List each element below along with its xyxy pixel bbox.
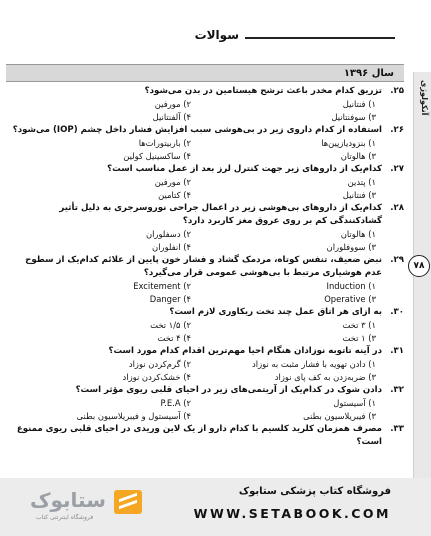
question [6, 85, 404, 98]
answer-option: ۱) هالوتان [340, 229, 376, 239]
answer-option: ۱) بنزودیازپین‌ها [321, 138, 376, 148]
footer [0, 478, 431, 536]
options-grid [6, 228, 404, 254]
answer-option: ۴) کتامین [158, 190, 191, 200]
answer-option: ۱) Induction [326, 281, 376, 291]
question [6, 345, 404, 358]
question [6, 254, 404, 280]
options-grid [6, 358, 404, 384]
store-url: WWW.SETABOOK.COM [193, 506, 391, 521]
answer-option: ۴) Danger [149, 294, 191, 304]
store-name: فروشگاه کتاب پزشکی ستابوک [238, 486, 391, 497]
answer-option: ۲) گرم‌کردن نوزاد [128, 359, 191, 369]
page-title: سوالات [189, 28, 245, 42]
logo-subtitle: فروشگاه اینترنتی کتاب [36, 514, 94, 521]
side-tab [413, 72, 431, 492]
answer-option: ۳) Operative [324, 294, 376, 304]
answer-option: ۲) باربیتورات‌ها [138, 138, 191, 148]
book-icon [114, 490, 142, 514]
question-number: ۳۲. [390, 385, 404, 395]
answer-option: ۲) مورفین [154, 99, 191, 109]
options-grid [6, 137, 404, 163]
answer-option: ۳) ضربه‌زدن به کف پای نوزاد [274, 372, 376, 382]
answer-option: ۲) P.E.A [160, 398, 191, 408]
question [6, 423, 404, 449]
answer-option: ۱) دادن تهویه با فشار مثبت به نوزاد [252, 359, 376, 369]
page-number: ۷۸ [408, 255, 430, 277]
question-text: استفاده از کدام داروی زیر در بی‌هوشی سبب افزایش فشار داخل چشم (IOP) می‌شود؟ [12, 125, 382, 135]
question-number: ۲۸. [390, 203, 404, 213]
question-text: کدام‌یک از داروهای زیر جهت کنترل لرز بعد از عمل مناسب است؟ [107, 164, 382, 174]
year-heading: سال ۱۳۹۶ [6, 64, 404, 82]
answer-option: ۴) ساکسینیل کولین [123, 151, 191, 161]
question-text: در آینه تاتوبه نوزادان هنگام احیا مهم‌ترین اقدام کدام مورد است؟ [108, 346, 382, 356]
answer-option: ۲) ۱/۵ تخت [150, 320, 191, 330]
question [6, 306, 404, 319]
answer-option: ۴) انفلوران [152, 242, 191, 252]
question-number: ۳۳. [390, 424, 404, 434]
page-header [0, 26, 431, 48]
question-number: ۲۵. [390, 86, 404, 96]
question-text: کدام‌یک از داروهای بی‌هوشی زیر در اعمال جراحی نوروسرجری به دلیل تأثیر گشادکنندگی کم بر روی عروق مغز کاربرد دارد؟ [59, 203, 382, 226]
question-number: ۳۱. [390, 346, 404, 356]
answer-option: ۴) ۴ تخت [157, 333, 191, 343]
answer-option: ۳) سووفلوران [326, 242, 376, 252]
answer-option: ۲) مورفین [154, 177, 191, 187]
question-number: ۲۷. [390, 164, 404, 174]
question-text: به ازای هر اتاق عمل چند تخت ریکاوری لازم است؟ [169, 307, 382, 317]
answer-option: ۴) آسیستول و فیبریلاسیون بطنی [76, 411, 191, 421]
answer-option: ۳) ۱ تخت [342, 333, 376, 343]
question-number: ۲۹. [390, 255, 404, 265]
setabook-logo [16, 486, 146, 532]
answer-option: ۳) هالوتان [340, 151, 376, 161]
options-grid [6, 319, 404, 345]
options-grid [6, 280, 404, 306]
question-number: ۲۶. [390, 125, 404, 135]
answer-option: ۲) دسفلوران [145, 229, 191, 239]
question-number: ۳۰. [390, 307, 404, 317]
answer-option: ۳) فیبریلاسیون بطنی [303, 411, 376, 421]
answer-option: ۱) ۳ تخت [342, 320, 376, 330]
options-grid [6, 98, 404, 124]
question [6, 384, 404, 397]
options-grid [6, 176, 404, 202]
questions-section [6, 64, 404, 449]
answer-option: ۴) آلفنتانیل [152, 112, 191, 122]
question-text: تزریق کدام مخدر باعث ترشح هیستامین در بدن می‌شود؟ [144, 86, 382, 96]
question [6, 202, 404, 228]
answer-option: ۳) فنتانیل [342, 190, 376, 200]
answer-option: ۱) آسیستول [333, 398, 376, 408]
question-list [6, 85, 404, 449]
answer-option: ۱) پتدین [347, 177, 376, 187]
options-grid [6, 397, 404, 423]
question-text: نبض ضعیف، تنفس کوتاه، مردمک گشاد و فشار خون پایین از علائم کدام‌یک از سطوح عدم هوشیاری مرتبط با بی‌هوشی عمومی قرار می‌گیرد؟ [25, 255, 382, 278]
side-tab-label: آنکولوژی [420, 80, 429, 116]
question-text: دادن شوک در کدام‌یک از آریتمی‌های زیر در احیای قلبی ریوی مؤثر است؟ [75, 385, 382, 395]
question [6, 124, 404, 137]
logo-text: ستابوک [30, 488, 106, 512]
answer-option: ۴) خشک‌کردن نوزاد [122, 372, 191, 382]
answer-option: ۱) فنتانیل [342, 99, 376, 109]
answer-option: ۲) Excitement [133, 281, 191, 291]
question [6, 163, 404, 176]
answer-option: ۳) سوفنتانیل [331, 112, 376, 122]
question-text: مصرف همزمان کلرید کلسیم با کدام دارو از یک لاین وریدی در احیای قلبی ریوی ممنوع است؟ [16, 424, 382, 447]
